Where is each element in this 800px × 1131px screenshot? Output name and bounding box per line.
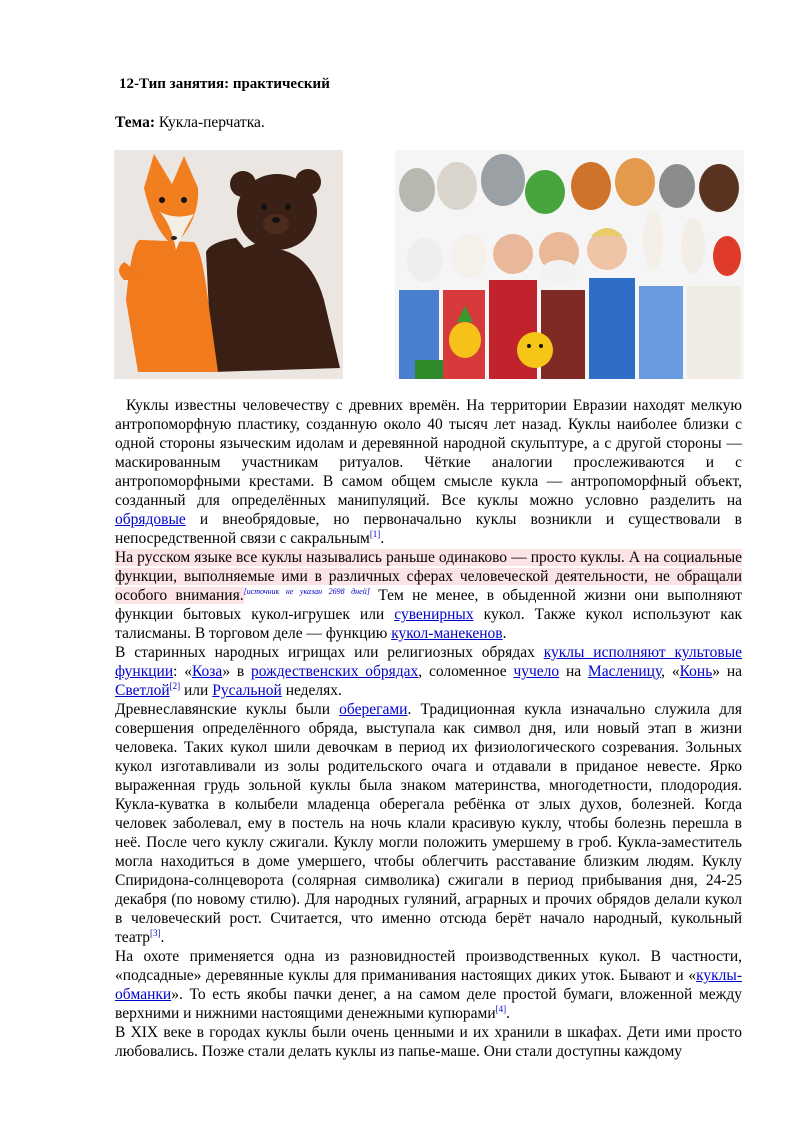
paragraph-amulets — [115, 700, 742, 947]
text-run: . — [506, 1005, 511, 1022]
paragraph-hunting — [115, 947, 742, 1023]
text-run: . Традиционная кукла изначально служила для совершения определённого обряда, выступала как символ дня, или новый этап в жизни человека. Таких кукол шили девочкам в период их физиологического созревания. Зольных кукол изготавливали из золы родительского очага и отдавали в приданое невесте. Ярко выраженная грудь зольной куклы была знаком материнства, многодетности, плодородия. Кукла-куватка в колыбели младенца оберегала ребёнка от злых духов, болезней. Когда человек заболевал, ему в постель на ночь клали красивую куклу, чтобы болезнь перешла в неё. После чего куклу сжигали. Куклу могли положить умершему в гроб. Кукла-заместитель могла находиться в доме умершего, чтобы облегчить расставание близким людям. Куклу Спиридона-солнцеворота (солярная символика) сжигали в период прибывания дня, 24-25 декабря (по новому стилю). Для народных гуляний, аграрных и прочих обрядов делали кукол в человеческий рост. Считается, что именно отсюда берёт начало народный, кукольный театр — [115, 701, 742, 946]
paragraph-history — [115, 396, 742, 548]
text-run: . — [160, 929, 165, 946]
footnote-2[interactable]: [2] — [169, 680, 181, 691]
footnote-1[interactable]: [1] — [369, 528, 381, 539]
text-run: и внеобрядовые, но первоначально куклы возникли и существовали в непосредственной связи с сакральным — [115, 511, 742, 547]
link-amulets[interactable]: оберегами — [339, 701, 408, 718]
link-kon[interactable]: Конь — [679, 663, 713, 680]
link-rusalnaya[interactable]: Русальной — [212, 682, 282, 699]
paragraph-19th-century — [115, 1023, 742, 1061]
text-run: » в — [222, 663, 251, 680]
link-koza[interactable]: Коза — [191, 663, 223, 680]
link-scarecrow[interactable]: чучело — [513, 663, 560, 680]
text-run: » на — [712, 663, 742, 680]
link-ritual-dolls[interactable]: обрядовые — [115, 511, 186, 528]
link-maslenitsa[interactable]: Масленицу — [587, 663, 662, 680]
text-run: или — [180, 682, 213, 699]
text-run: , соломенное — [418, 663, 514, 680]
text-run: кукол. Также кукол используют как талисманы. В торговом деле — функцию — [115, 606, 742, 642]
highlighted-text: На русском языке все куклы назывались раньше одинаково — просто куклы. А на социальные функции, выполняемые ими в различных сферах человеческой деятельности, не обращали особого внимания. — [115, 549, 742, 604]
text-run: В XIX веке в городах куклы были очень ценными и их хранили в шкафах. Дети ими просто любовались. Позже стали делать куклы из папье-маше. Они стали доступны каждому — [115, 1024, 742, 1060]
text-run: . — [380, 530, 385, 547]
text-run: Тем не менее, в обыденной жизни они выполняют функции бытовых кукол-игрушек или — [115, 587, 742, 623]
text-run: , « — [661, 663, 680, 680]
topic-line — [115, 114, 265, 132]
puppet-collection-image — [395, 150, 744, 379]
link-mannequin-dolls[interactable]: кукол-манекенов — [391, 625, 503, 642]
footnote-3[interactable]: [3] — [150, 927, 161, 938]
text-run: . — [502, 625, 507, 642]
text-run: ». То есть якобы пачки денег, а на самом деле простой бумаги, вложенной между верхними и нижними настоящими денежными купюрами — [115, 986, 742, 1022]
link-svetlaya[interactable]: Светлой — [115, 682, 170, 699]
citation-needed-link[interactable]: [источник не указан 2698 дней] — [243, 586, 370, 596]
article-body — [115, 396, 742, 1061]
footnote-4[interactable]: [4] — [495, 1003, 507, 1014]
link-cult-functions[interactable]: куклы исполняют культовые функции — [115, 644, 742, 680]
paragraph-rituals — [115, 643, 742, 700]
link-christmas-rites[interactable]: рождественских обрядах — [250, 663, 419, 680]
text-run: неделях. — [281, 682, 342, 699]
topic-value: Кукла-перчатка. — [158, 114, 265, 131]
link-decoy-dolls[interactable]: куклы-обманки — [115, 967, 742, 1003]
paragraph-naming — [115, 548, 742, 643]
fox-bear-puppets-image — [114, 150, 343, 379]
link-souvenir[interactable]: сувенирных — [394, 606, 474, 623]
text-run: В старинных народных игрищах или религиозных обрядах — [115, 644, 544, 661]
text-run: Древнеславянские куклы были — [115, 701, 340, 718]
text-run: : « — [173, 663, 192, 680]
topic-label: Тема: — [115, 114, 155, 131]
text-run: На охоте применяется одна из разновидностей производственных кукол. В частности, «подсадные» деревянные куклы для приманивания настоящих диких уток. Бывают и « — [115, 948, 742, 984]
text-run: Куклы известны человечеству с древних времён. На территории Евразии находят мелкую антропоморфную пластику, созданную около 40 тысяч лет назад. Куклы наиболее близки с одной стороны языческим идолам и деревянной народной скульптуре, а с другой стороны — маскированным участникам ритуалов. Чёткие аналогии прослеживаются и с антропоморфными крестами. В самом общем смысле кукла — антропоморфный объект, созданный для определённых манипуляций. Все куклы можно условно разделить на — [115, 397, 742, 509]
text-run: на — [559, 663, 588, 680]
lesson-type-heading: 12-Тип занятия: практический — [119, 76, 330, 92]
